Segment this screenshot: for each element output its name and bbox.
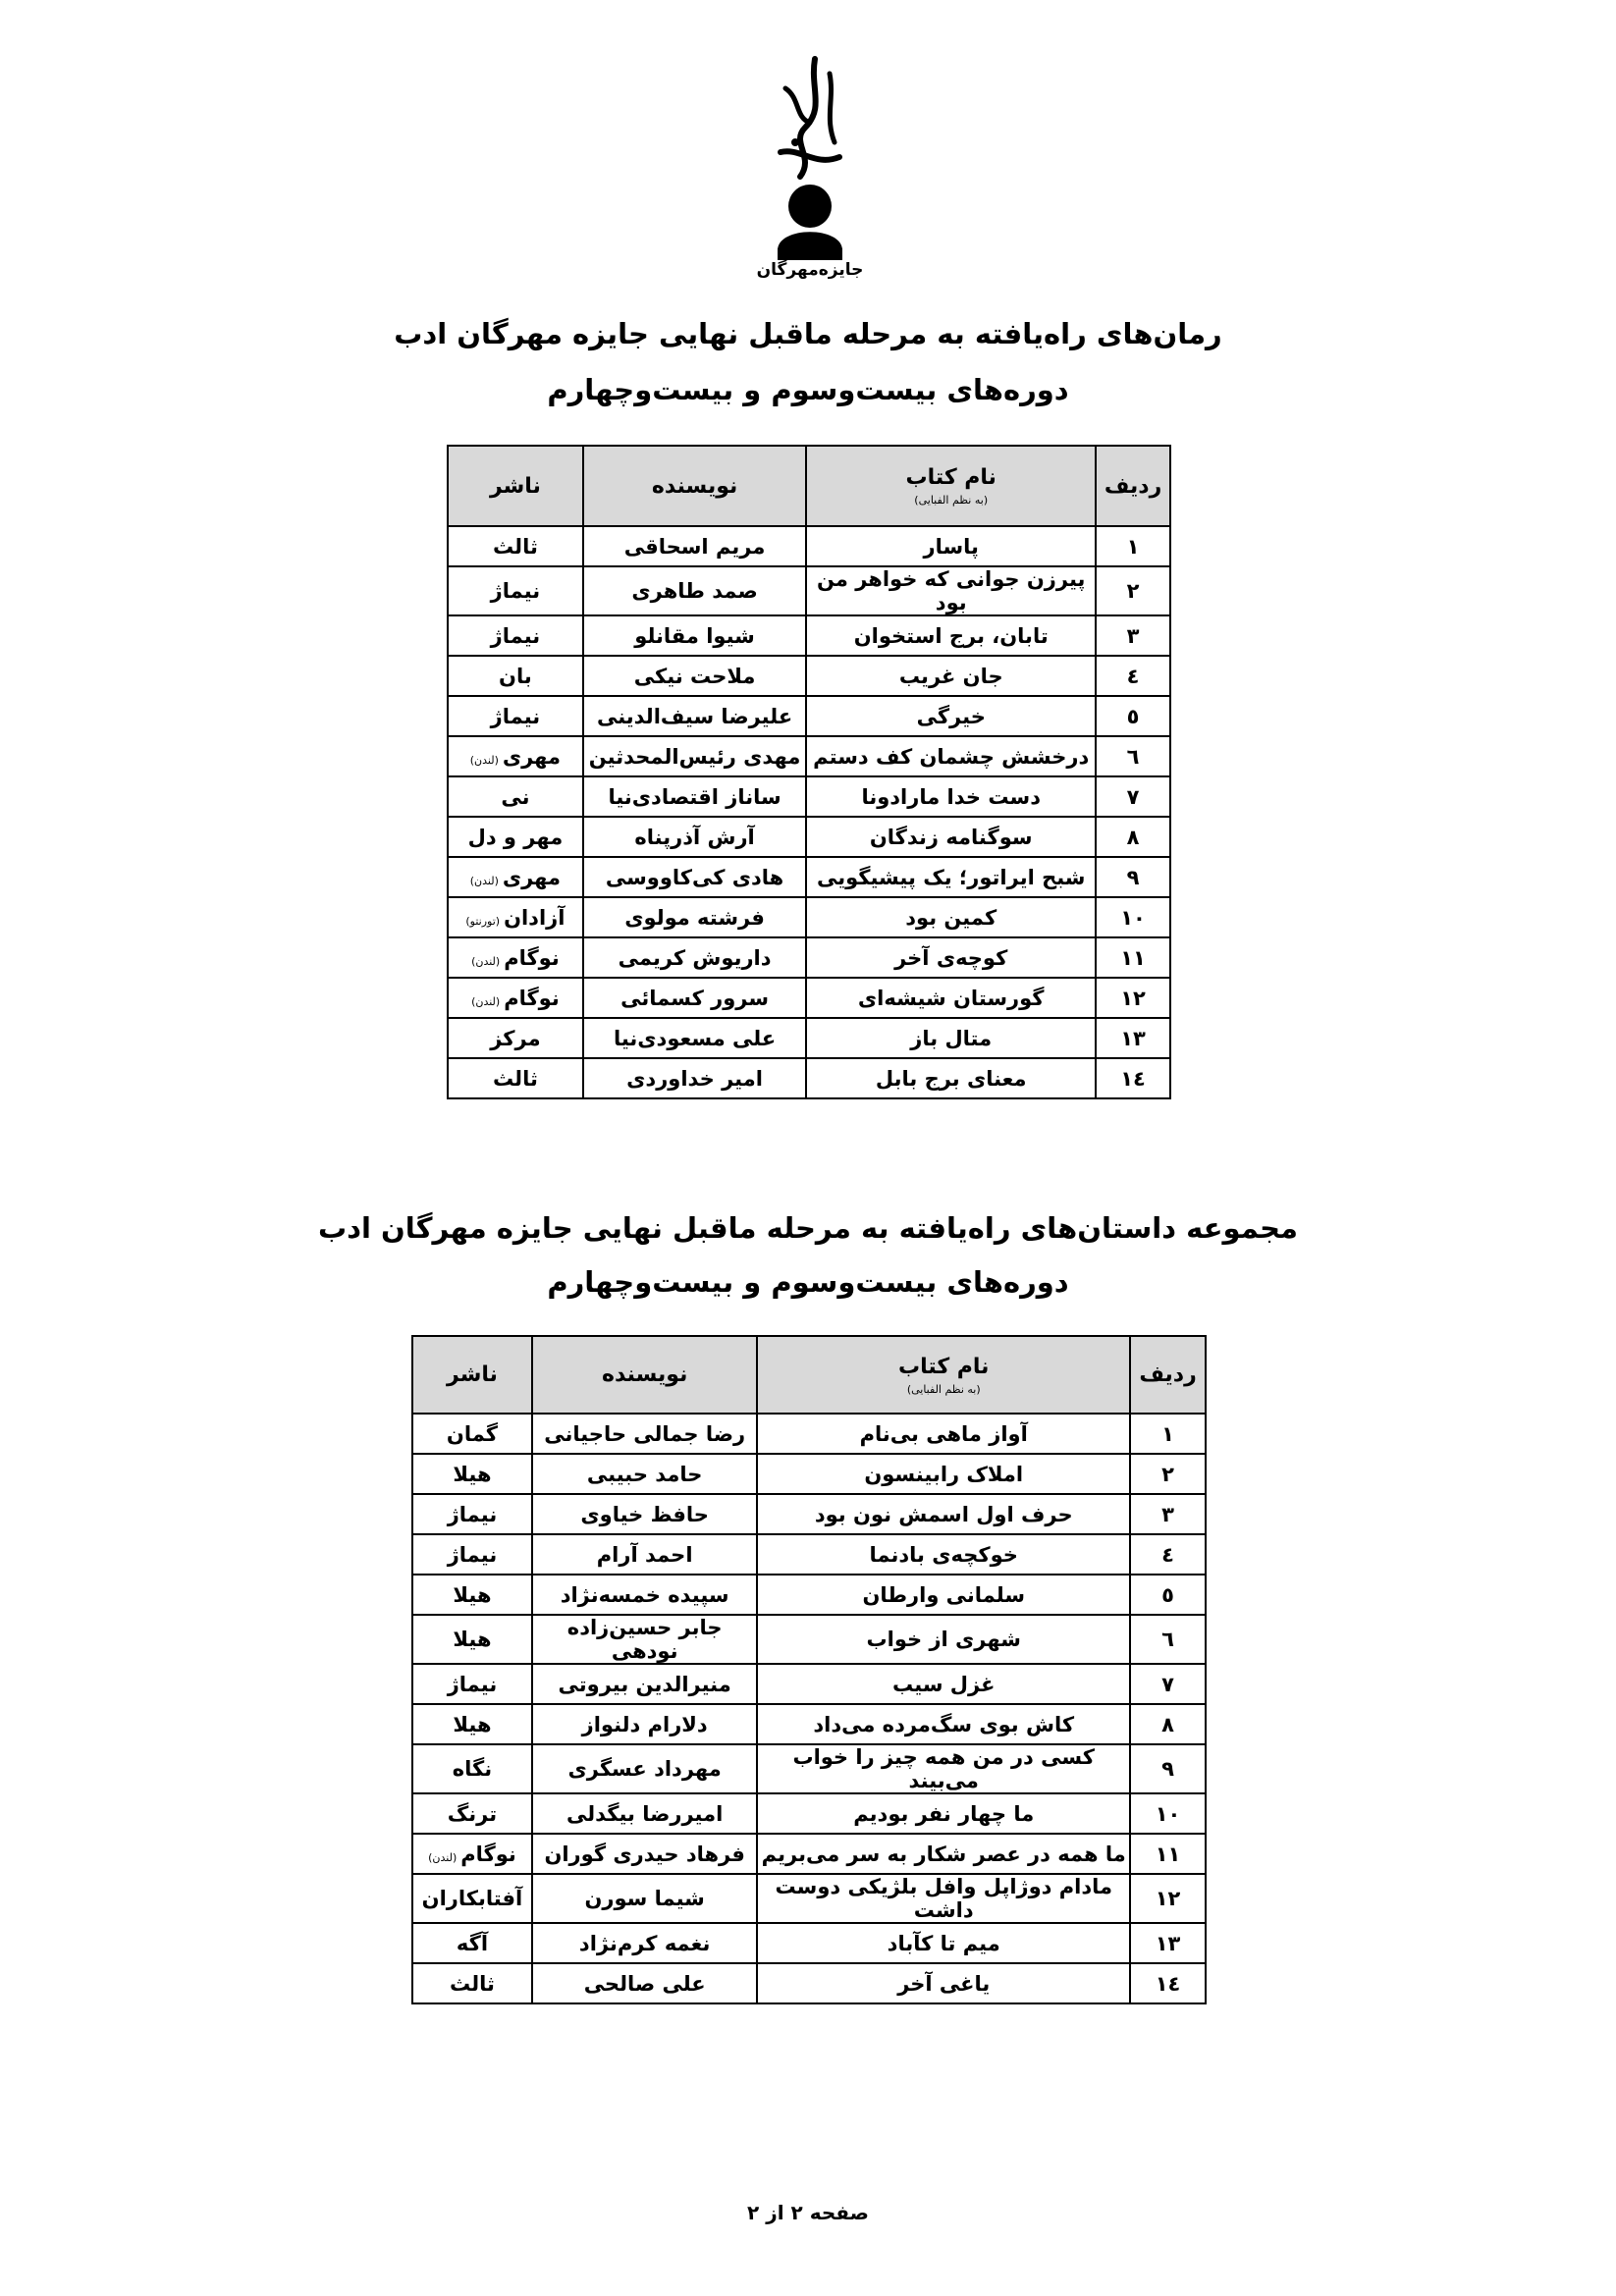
novels-table (447, 445, 1171, 1099)
header-author: نویسنده (532, 1336, 757, 1414)
publisher-name: مهر و دل (467, 825, 564, 849)
row-number-cell: ۱۳ (1096, 1018, 1170, 1058)
author-cell: فرهاد حیدری گوران (532, 1834, 757, 1874)
header-publisher: ناشر (448, 446, 583, 526)
row-number-cell: ٤ (1130, 1534, 1206, 1575)
publisher-name: هیلا (453, 1712, 492, 1736)
publisher-name: نوگام (460, 1842, 516, 1866)
book-name-cell: ما چهار نفر بودیم (757, 1793, 1130, 1834)
section2-title-line1: مجموعه داستان‌های راه‌یافته به مرحله ماقبل نهایی جایزه مهرگان ادب (317, 1211, 1299, 1245)
section1-title-line1: رمان‌های راه‌یافته به مرحله ماقبل نهایی جایزه مهرگان ادب (394, 317, 1222, 350)
table-row (448, 937, 1170, 978)
publisher-name: نی (501, 784, 530, 809)
book-name-cell: غزل سیب (757, 1664, 1130, 1704)
book-name-cell: دست خدا مارادونا (806, 776, 1096, 817)
publisher-name: هیلا (453, 1628, 492, 1651)
publisher-cell (448, 817, 583, 857)
row-number-cell: ۳ (1130, 1494, 1206, 1534)
header-book-note: (به نظم الفبایی) (906, 1382, 981, 1396)
author-cell: شیما سورن (532, 1874, 757, 1923)
table-row (412, 1494, 1206, 1534)
publisher-name: آگه (456, 1931, 489, 1955)
book-name-cell: حرف اول اسمش نون بود (757, 1494, 1130, 1534)
author-cell: هادی کی‌کاووسی (583, 857, 807, 897)
row-number-cell: ۱۰ (1096, 897, 1170, 937)
publisher-cell (448, 978, 583, 1018)
publisher-cell (448, 776, 583, 817)
publisher-cell (448, 1018, 583, 1058)
header-book-name (806, 446, 1096, 526)
publisher-name: نیماژ (490, 704, 541, 728)
publisher-cell (412, 1454, 532, 1494)
table-row (448, 817, 1170, 857)
author-cell: منیرالدین بیروتی (532, 1664, 757, 1704)
book-name-cell: پاسار (806, 526, 1096, 566)
row-number-cell: ۱٤ (1096, 1058, 1170, 1098)
author-cell: فرشته مولوی (583, 897, 807, 937)
row-number-cell: ٤ (1096, 656, 1170, 696)
publisher-name: مهری (502, 744, 562, 769)
book-name-cell: جان غریب (806, 656, 1096, 696)
author-cell: حامد حبیبی (532, 1454, 757, 1494)
publisher-name: مرکز (490, 1026, 541, 1050)
table-row (412, 1923, 1206, 1963)
book-name-cell: مادام دوژاپل وافل بلژیکی دوست داشت (757, 1874, 1130, 1923)
table-row (448, 736, 1170, 776)
page-footer: صفحه ۲ از ۲ (747, 2201, 869, 2224)
row-number-cell: ۱۱ (1096, 937, 1170, 978)
table-row (448, 1018, 1170, 1058)
publisher-city: (لندن) (471, 954, 501, 968)
row-number-cell: ۳ (1096, 615, 1170, 656)
table-row (412, 1664, 1206, 1704)
row-number-cell: ۹ (1130, 1744, 1206, 1793)
book-name-cell: درخشش چشمان کف دستم (806, 736, 1096, 776)
table-row (412, 1534, 1206, 1575)
publisher-cell (412, 1494, 532, 1534)
table-row (448, 857, 1170, 897)
row-number-cell: ۱ (1096, 526, 1170, 566)
table-row (412, 1834, 1206, 1874)
row-number-cell: ۲ (1096, 566, 1170, 615)
header-book-note: (به نظم الفبایی) (914, 494, 989, 507)
publisher-name: ثالث (492, 1066, 538, 1091)
publisher-cell (412, 1874, 532, 1923)
author-cell: آرش آذرپناه (583, 817, 807, 857)
table-row (448, 615, 1170, 656)
book-name-cell: املاک رابینسون (757, 1454, 1130, 1494)
publisher-city: (لندن) (469, 874, 499, 887)
table-row (412, 1704, 1206, 1744)
publisher-cell (448, 857, 583, 897)
publisher-name: ثالث (492, 534, 538, 559)
table-row (448, 656, 1170, 696)
row-number-cell: ۷ (1130, 1664, 1206, 1704)
author-cell: حافظ خیاوی (532, 1494, 757, 1534)
book-name-cell: میم تا کآباد (757, 1923, 1130, 1963)
publisher-city: (لندن) (471, 994, 501, 1008)
author-cell: نغمه کرم‌نژاد (532, 1923, 757, 1963)
header-author: نویسنده (583, 446, 807, 526)
table-row (412, 1744, 1206, 1793)
book-name-cell: آواز ماهی بی‌نام (757, 1414, 1130, 1454)
book-name-cell: معنای برج بابل (806, 1058, 1096, 1098)
header-book-label: نام کتاب (898, 1354, 990, 1379)
publisher-cell (448, 615, 583, 656)
header-row-number: ردیف (1096, 446, 1170, 526)
row-number-cell: ۷ (1096, 776, 1170, 817)
publisher-name: نیماژ (490, 623, 541, 648)
book-name-cell: کاش بوی سگ‌مرده می‌داد (757, 1704, 1130, 1744)
row-number-cell: ۲ (1130, 1454, 1206, 1494)
book-name-cell: سوگنامه زندگان (806, 817, 1096, 857)
author-cell: سرور کسمائی (583, 978, 807, 1018)
publisher-cell (448, 897, 583, 937)
author-cell: ملاحت نیکی (583, 656, 807, 696)
row-number-cell: ۸ (1130, 1704, 1206, 1744)
book-name-cell: خوکچه‌ی بادنما (757, 1534, 1130, 1575)
publisher-name: نگاه (452, 1757, 493, 1781)
publisher-cell (448, 656, 583, 696)
table-row (448, 566, 1170, 615)
author-cell: رضا جمالی حاجیانی (532, 1414, 757, 1454)
author-cell: شیوا مقانلو (583, 615, 807, 656)
publisher-name: آزادان (504, 905, 566, 930)
publisher-cell (448, 1058, 583, 1098)
section2-title-line2: دوره‌های بیست‌وسوم و بیست‌وچهارم (547, 1265, 1069, 1299)
row-number-cell: ۱۰ (1130, 1793, 1206, 1834)
author-cell: امیررضا بیگدلی (532, 1793, 757, 1834)
table-row (448, 978, 1170, 1018)
book-name-cell: متال باز (806, 1018, 1096, 1058)
author-cell: احمد آرام (532, 1534, 757, 1575)
row-number-cell: ۱۱ (1130, 1834, 1206, 1874)
publisher-cell (412, 1963, 532, 2003)
table-row (412, 1454, 1206, 1494)
publisher-cell (448, 696, 583, 736)
publisher-city: (لندن) (469, 753, 499, 767)
row-number-cell: ٦ (1096, 736, 1170, 776)
row-number-cell: ۱ (1130, 1414, 1206, 1454)
mehregan-logo (756, 49, 864, 294)
header-book-name (757, 1336, 1130, 1414)
publisher-name: نوگام (504, 986, 560, 1010)
author-cell: مهرداد عسگری (532, 1744, 757, 1793)
table-row (412, 1793, 1206, 1834)
author-cell: مهدی رئیس‌المحدثین (583, 736, 807, 776)
publisher-cell (412, 1534, 532, 1575)
publisher-cell (412, 1575, 532, 1615)
book-name-cell: خیرگی (806, 696, 1096, 736)
publisher-name: گمان (446, 1421, 499, 1446)
publisher-cell (412, 1414, 532, 1454)
header-publisher: ناشر (412, 1336, 532, 1414)
publisher-cell (412, 1834, 532, 1874)
book-name-cell: گورستان شیشه‌ای (806, 978, 1096, 1018)
author-cell: علی صالحی (532, 1963, 757, 2003)
row-number-cell: ۱۳ (1130, 1923, 1206, 1963)
row-number-cell: ۱۲ (1130, 1874, 1206, 1923)
row-number-cell: ۹ (1096, 857, 1170, 897)
table-row (448, 776, 1170, 817)
table-row (412, 1575, 1206, 1615)
table-row (412, 1414, 1206, 1454)
book-name-cell: تابان، برج استخوان (806, 615, 1096, 656)
row-number-cell: ۸ (1096, 817, 1170, 857)
book-name-cell: یاغی آخر (757, 1963, 1130, 2003)
publisher-cell (448, 526, 583, 566)
publisher-cell (448, 937, 583, 978)
row-number-cell: ٥ (1096, 696, 1170, 736)
publisher-name: نیماژ (447, 1672, 498, 1696)
book-name-cell: سلمانی وارطان (757, 1575, 1130, 1615)
book-name-cell: کسی در من همه چیز را خواب می‌بیند (757, 1744, 1130, 1793)
publisher-name: هیلا (453, 1462, 492, 1486)
publisher-name: نوگام (504, 945, 560, 970)
book-name-cell: شهری از خواب (757, 1615, 1130, 1664)
publisher-city: (لندن) (428, 1850, 458, 1864)
publisher-cell (412, 1704, 532, 1744)
table-row (412, 1615, 1206, 1664)
publisher-name: بان (499, 664, 532, 688)
table-row (448, 897, 1170, 937)
author-cell: جابر حسین‌زاده نودهی (532, 1615, 757, 1664)
table-row (448, 526, 1170, 566)
author-cell: علی مسعودی‌نیا (583, 1018, 807, 1058)
author-cell: علیرضا سیف‌الدینی (583, 696, 807, 736)
author-cell: داریوش کریمی (583, 937, 807, 978)
publisher-name: نیماژ (490, 579, 541, 603)
row-number-cell: ۱٤ (1130, 1963, 1206, 2003)
publisher-name: نیماژ (447, 1542, 498, 1567)
publisher-cell (412, 1664, 532, 1704)
short-stories-table (411, 1335, 1207, 2004)
publisher-cell (412, 1615, 532, 1664)
table-row (412, 1874, 1206, 1923)
publisher-name: نیماژ (447, 1502, 498, 1526)
header-row-number: ردیف (1130, 1336, 1206, 1414)
author-cell: دلارام دلنواز (532, 1704, 757, 1744)
row-number-cell: ۱۲ (1096, 978, 1170, 1018)
book-name-cell: شبح ایراتور؛ یک پیشیگویی (806, 857, 1096, 897)
row-number-cell: ٦ (1130, 1615, 1206, 1664)
author-cell: سپیده خمسه‌نژاد (532, 1575, 757, 1615)
publisher-cell (448, 566, 583, 615)
logo-caption: جایزه‌مهرگان (756, 260, 864, 280)
publisher-name: ترنگ (447, 1801, 498, 1826)
publisher-city: (تورنتو) (465, 914, 501, 928)
publisher-name: هیلا (453, 1582, 492, 1607)
author-cell: ساناز اقتصادی‌نیا (583, 776, 807, 817)
table-row (448, 1058, 1170, 1098)
book-name-cell: پیرزن جوانی که خواهر من بود (806, 566, 1096, 615)
publisher-cell (412, 1923, 532, 1963)
row-number-cell: ٥ (1130, 1575, 1206, 1615)
book-name-cell: کوچه‌ی آخر (806, 937, 1096, 978)
table-row (412, 1963, 1206, 2003)
section1-title-line2: دوره‌های بیست‌وسوم و بیست‌وچهارم (547, 373, 1069, 406)
publisher-name: مهری (502, 865, 562, 889)
book-name-cell: ما همه در عصر شکار به سر می‌بریم (757, 1834, 1130, 1874)
publisher-cell (412, 1793, 532, 1834)
publisher-name: آفتابکاران (421, 1887, 523, 1910)
publisher-name: ثالث (450, 1971, 495, 1996)
publisher-cell (412, 1744, 532, 1793)
author-cell: صمد طاهری (583, 566, 807, 615)
publisher-cell (448, 736, 583, 776)
table-row (448, 696, 1170, 736)
author-cell: مریم اسحاقی (583, 526, 807, 566)
book-name-cell: کمین بود (806, 897, 1096, 937)
author-cell: امیر خداوردی (583, 1058, 807, 1098)
header-book-label: نام کتاب (905, 465, 997, 490)
